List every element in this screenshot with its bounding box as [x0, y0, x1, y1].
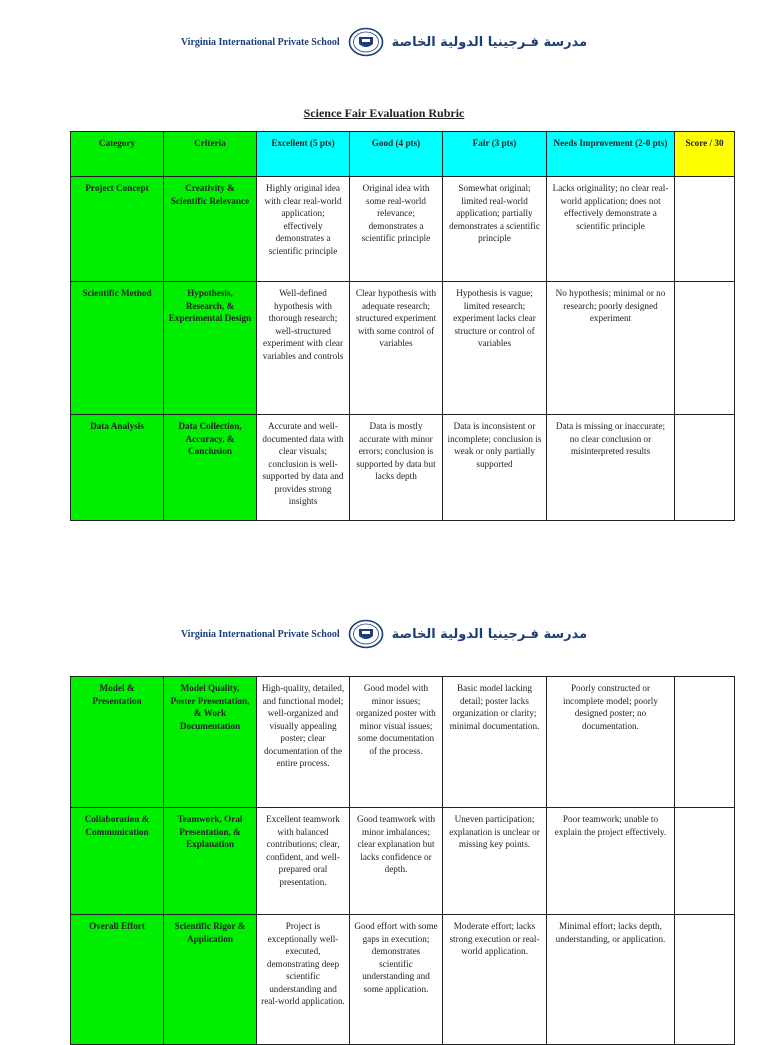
category-cell: Model & Presentation	[71, 677, 164, 808]
criteria-cell: Teamwork, Oral Presentation, & Explanation	[164, 808, 257, 915]
good-cell: Good effort with some gaps in execution; demonstrates scientific understanding and some application.	[350, 915, 443, 1045]
excellent-cell: High-quality, detailed, and functional model; well-organized and visually appealing poster; clear documentation of the entire process.	[257, 677, 350, 808]
rubric-table-continued	[70, 676, 735, 1045]
category-cell: Data Analysis	[71, 415, 164, 521]
school-header	[0, 619, 768, 649]
category-cell: Project Concept	[71, 177, 164, 282]
header-fair: Fair (3 pts)	[443, 132, 547, 177]
category-cell: Scientific Method	[71, 282, 164, 415]
excellent-cell: Accurate and well-documented data with clear visuals; conclusion is well-supported by data and provides strong insights	[257, 415, 350, 521]
excellent-cell: Highly original idea with clear real-world application; effectively demonstrates a scientific principle	[257, 177, 350, 282]
table-row	[71, 415, 735, 521]
good-cell: Good teamwork with minor imbalances; clear explanation but lacks confidence or depth.	[350, 808, 443, 915]
document-title: Science Fair Evaluation Rubric	[303, 106, 465, 120]
excellent-cell: Excellent teamwork with balanced contributions; clear, confident, and well-prepared oral presentation.	[257, 808, 350, 915]
fair-cell: Uneven participation; explanation is unclear or missing key points.	[443, 808, 547, 915]
criteria-cell: Hypothesis, Research, & Experimental Design	[164, 282, 257, 415]
school-name-arabic: مدرسة فـرجينيا الدولية الخاصة	[391, 626, 588, 642]
school-name-english: Virginia International Private School	[180, 628, 340, 640]
school-logo-icon	[348, 27, 384, 57]
header-score: Score / 30	[675, 132, 735, 177]
table-row	[71, 808, 735, 915]
score-cell[interactable]	[675, 415, 735, 521]
category-cell: Overall Effort	[71, 915, 164, 1045]
table-row	[71, 177, 735, 282]
header-category: Category	[71, 132, 164, 177]
school-header	[0, 27, 768, 57]
category-cell: Collaboration & Communication	[71, 808, 164, 915]
score-cell[interactable]	[675, 282, 735, 415]
rubric-table	[70, 131, 735, 521]
criteria-cell: Data Collection, Accuracy, & Conclusion	[164, 415, 257, 521]
fair-cell: Hypothesis is vague; limited research; experiment lacks clear structure or control of variables	[443, 282, 547, 415]
fair-cell: Data is inconsistent or incomplete; conclusion is weak or only partially supported	[443, 415, 547, 521]
school-name-arabic: مدرسة فـرجينيا الدولية الخاصة	[391, 34, 588, 50]
header-criteria: Criteria	[164, 132, 257, 177]
table-row	[71, 677, 735, 808]
excellent-cell: Well-defined hypothesis with thorough research; well-structured experiment with clear variables and controls	[257, 282, 350, 415]
table-row	[71, 915, 735, 1045]
school-name-english: Virginia International Private School	[180, 36, 340, 48]
score-cell[interactable]	[675, 808, 735, 915]
header-excellent: Excellent (5 pts)	[257, 132, 350, 177]
needs-improvement-cell: Lacks originality; no clear real-world application; does not effectively demonstrate a scientific principle	[547, 177, 675, 282]
table-header-row	[71, 132, 735, 177]
criteria-cell: Scientific Rigor & Application	[164, 915, 257, 1045]
criteria-cell: Model Quality, Poster Presentation, & Work Documentation	[164, 677, 257, 808]
score-cell[interactable]	[675, 915, 735, 1045]
excellent-cell: Project is exceptionally well-executed, demonstrating deep scientific understanding and real-world application.	[257, 915, 350, 1045]
fair-cell: Somewhat original; limited real-world application; partially demonstrates a scientific principle	[443, 177, 547, 282]
needs-improvement-cell: No hypothesis; minimal or no research; poorly designed experiment	[547, 282, 675, 415]
good-cell: Good model with minor issues; organized poster with minor visual issues; some documentation of the process.	[350, 677, 443, 808]
fair-cell: Moderate effort; lacks strong execution or real-world application.	[443, 915, 547, 1045]
needs-improvement-cell: Poorly constructed or incomplete model; poorly designed poster; no documentation.	[547, 677, 675, 808]
score-cell[interactable]	[675, 677, 735, 808]
good-cell: Original idea with some real-world relevance; demonstrates a scientific principle	[350, 177, 443, 282]
school-logo-icon	[348, 619, 384, 649]
good-cell: Data is mostly accurate with minor errors; conclusion is supported by data but lacks depth	[350, 415, 443, 521]
needs-improvement-cell: Minimal effort; lacks depth, understanding, or application.	[547, 915, 675, 1045]
table-row	[71, 282, 735, 415]
header-good: Good (4 pts)	[350, 132, 443, 177]
good-cell: Clear hypothesis with adequate research; structured experiment with some control of variables	[350, 282, 443, 415]
header-needs-improvement: Needs Improvement (2-0 pts)	[547, 132, 675, 177]
fair-cell: Basic model lacking detail; poster lacks organization or clarity; minimal documentation.	[443, 677, 547, 808]
needs-improvement-cell: Data is missing or inaccurate; no clear conclusion or misinterpreted results	[547, 415, 675, 521]
score-cell[interactable]	[675, 177, 735, 282]
criteria-cell: Creativity & Scientific Relevance	[164, 177, 257, 282]
needs-improvement-cell: Poor teamwork; unable to explain the project effectively.	[547, 808, 675, 915]
